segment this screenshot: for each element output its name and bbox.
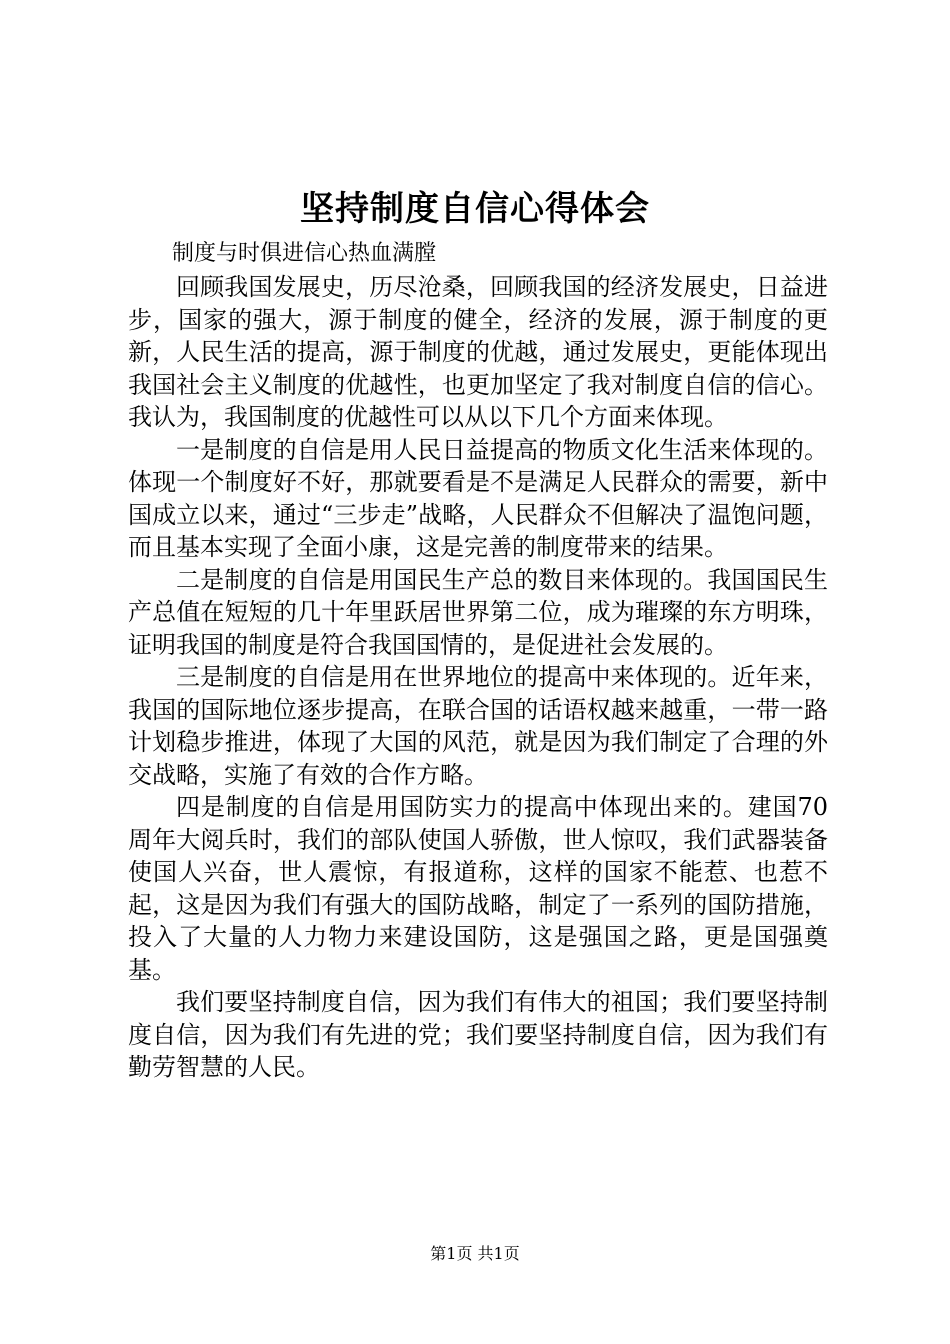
paragraph-conclusion: 我们要坚持制度自信，因为我们有伟大的祖国；我们要坚持制度自信，因为我们有先进的党；我们要坚持制度自信，因为我们有勤劳智慧的人民。 xyxy=(128,988,828,1081)
paragraph-point-four: 四是制度的自信是用国防实力的提高中体现出来的。建国70周年大阅兵时，我们的部队使国人骄傲，世人惊叹，我们武器装备使国人兴奋，世人震惊，有报道称，这样的国家不能惹、也惹不起，这是因为我们有强大的国防战略，制定了一系列的国防措施，投入了大量的人力物力来建设国防，这是强国之路，更是国强奠基。 xyxy=(128,793,828,984)
paragraph-intro: 回顾我国发展史，历尽沧桑，回顾我国的经济发展史，日益进步，国家的强大，源于制度的健全，经济的发展，源于制度的更新，人民生活的提高，源于制度的优越，通过发展史，更能体现出我国社会主义制度的优越性，也更加坚定了我对制度自信的信心。我认为，我国制度的优越性可以从以下几个方面来体现。 xyxy=(128,273,828,431)
page-footer: 第1页 共1页 xyxy=(430,1244,520,1263)
paragraph-point-two: 二是制度的自信是用国民生产总的数目来体现的。我国国民生产总值在短短的几十年里跃居世界第二位，成为璀璨的东方明珠，证明我国的制度是符合我国国情的，是促进社会发展的。 xyxy=(128,565,828,659)
paragraph-point-three: 三是制度的自信是用在世界地位的提高中来体现的。近年来，我国的国际地位逐步提高，在联合国的话语权越来越重，一带一路计划稳步推进，体现了大国的风范，就是因为我们制定了合理的外交战略，实施了有效的合作方略。 xyxy=(128,663,828,789)
document-subtitle: 制度与时俱进信心热血满膛 xyxy=(172,241,437,266)
document-title: 坚持制度自信心得体会 xyxy=(300,189,650,229)
paragraph-point-one: 一是制度的自信是用人民日益提高的物质文化生活来体现的。体现一个制度好不好，那就要看是不是满足人民群众的需要，新中国成立以来，通过“三步走”战略，人民群众不但解决了温饱问题，而且基本实现了全面小康，这是完善的制度带来的结果。 xyxy=(128,435,828,561)
document-body xyxy=(128,238,828,1084)
